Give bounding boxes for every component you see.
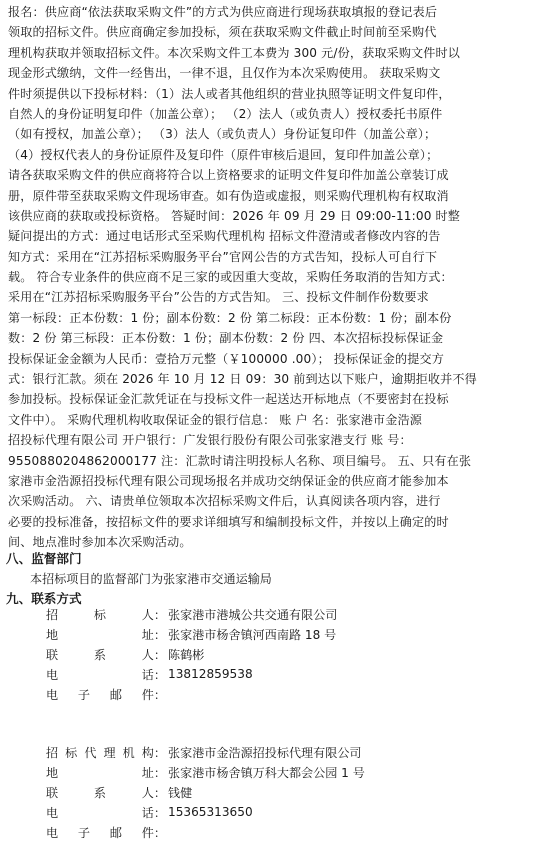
body-line: 件时须提供以下投标材料：（1）法人或者其他组织的营业执照等证明文件复印件， xyxy=(8,86,451,101)
procurement-notice-body xyxy=(8,2,546,553)
agency-phone-value: 15365313650 xyxy=(168,805,253,819)
body-line: 知方式：采用在“江苏招标采购服务平台”官网公告的方式告知，投标人可自行下 xyxy=(8,249,438,264)
agency-address-value: 张家港市杨舍镇万科大都会公园 1 号 xyxy=(168,765,365,780)
tenderer-phone-label: 电 话： xyxy=(46,667,166,682)
agency-name-label: 招 标 代 理 机 构： xyxy=(46,745,166,760)
body-line: 招投标代理有限公司 开户银行：广发银行股份有限公司张家港支行 账 号： xyxy=(8,433,412,448)
body-line: 第一标段：正本份数：1 份；副本份数：2 份 第二标段：正本份数：1 份；副本份 xyxy=(8,310,452,325)
supervision-text: 本招标项目的监督部门为张家港市交通运输局 xyxy=(30,572,272,586)
body-line: 报名：供应商“依法获取采购文件”的方式为供应商进行现场获取填报的登记表后 xyxy=(8,5,438,19)
body-line: 参加投标。投标保证金汇款凭证在与投标文件一起送达开标地点（不要密封在投标 xyxy=(8,392,449,407)
section-9-heading: 九、联系方式 xyxy=(6,591,82,606)
agency-name-value: 张家港市金浩源招投标代理有限公司 xyxy=(168,745,362,760)
body-line: 9550880204862000177 注：汇款时请注明投标人名称、项目编号。 五、只有在张 xyxy=(8,453,472,468)
tenderer-phone-value: 13812859538 xyxy=(168,667,253,681)
body-line: 必要的投标准备，按招标文件的要求详细填写和编制投标文件，并按以上确定的时 xyxy=(8,514,449,529)
agency-address-label: 地 址： xyxy=(46,765,166,780)
tenderer-contact-label: 联 系 人： xyxy=(46,647,166,662)
tenderer-name-value: 张家港市港城公共交通有限公司 xyxy=(168,607,338,622)
tenderer-address-value: 张家港市杨舍镇河西南路 18 号 xyxy=(168,627,337,642)
body-line: 请各获取采购文件的供应商将符合以上资格要求的证明文件复印件加盖公章装订成 xyxy=(8,168,449,183)
tenderer-contact-value: 陈鹤彬 xyxy=(168,647,205,662)
body-line: 投标保证金金额为人民币：壹拾万元整（￥100000 .00）； 投标保证金的提交方 xyxy=(8,351,445,366)
section-8-heading: 八、监督部门 xyxy=(6,551,82,566)
tenderer-phone-row xyxy=(46,664,253,684)
body-line: 式：银行汇款。须在 2026 年 10 月 12 日 09：30 前到达以下账户，逾期拒收并不得 xyxy=(8,372,477,387)
body-line: 该供应商的获取或投标资格。 答疑时间：2026 年 09 月 29 日 09:00-11:00 时整 xyxy=(8,208,461,223)
body-line: 理机构获取并领取招标文件。本次采购文件工本费为 300 元/份，获取采购文件时以 xyxy=(8,45,461,60)
body-line: （如有授权，加盖公章）； （3）法人（或负责人）身份证复印件（加盖公章）； xyxy=(8,127,437,142)
tenderer-contact-row xyxy=(46,644,204,664)
body-line: 领取的招标文件。供应商确定参加投标，须在获取采购文件截止时间前至采购代 xyxy=(8,25,437,40)
body-line: 数：2 份 第三标段：正本份数：1 份；副本份数：2 份 四、本次招标投标保证金 xyxy=(8,331,444,346)
tenderer-name-row xyxy=(46,604,337,624)
tenderer-address-label: 地 址： xyxy=(46,627,166,642)
agency-phone-label: 电 话： xyxy=(46,805,166,820)
agency-contact-value: 钱健 xyxy=(168,785,193,800)
agency-contact-row xyxy=(46,782,192,802)
body-line: 文件中）。 采购代理机构收取保证金的银行信息： 账 户 名：张家港市金浩源 xyxy=(8,412,422,427)
tenderer-name-label: 招 标 人： xyxy=(46,607,166,622)
body-line: 现金形式缴纳，文件一经售出，一律不退，且仅作为本次采购使用。 获取采购文 xyxy=(8,66,441,81)
agency-email-label: 电 子 邮 件： xyxy=(46,825,166,840)
tenderer-email-label: 电 子 邮 件： xyxy=(46,687,166,702)
body-line: 疑问提出的方式：通过电话形式至采购代理机构 招标文件澄清或者修改内容的告 xyxy=(8,229,441,244)
agency-phone-row xyxy=(46,802,253,822)
body-line: 次采购活动。 六、请贵单位领取本次招标采购文件后，认真阅读各项内容，进行 xyxy=(8,494,441,509)
body-line: （4）授权代表人的身份证原件及复印件（原件审核后退回，复印件加盖公章）； xyxy=(8,147,439,162)
body-line: 载。 符合专业条件的供应商不足三家的或因重大变故，采购任务取消的告知方式： xyxy=(8,270,453,285)
body-line: 家港市金浩源招投标代理有限公司现场报名并成功交纳保证金的供应商才能参加本 xyxy=(8,473,449,488)
agency-email-row xyxy=(46,822,168,842)
agency-contact-label: 联 系 人： xyxy=(46,785,166,800)
agency-name-row xyxy=(46,742,362,762)
tenderer-email-row xyxy=(46,684,168,704)
body-line: 间、地点准时参加本次采购活动。 xyxy=(8,535,192,550)
tenderer-address-row xyxy=(46,624,336,644)
body-line: 自然人的身份证明复印件（加盖公章）； （2）法人（或负责人）授权委托书原件 xyxy=(8,106,443,121)
agency-address-row xyxy=(46,762,365,782)
body-line: 采用在“江苏招标采购服务平台”公告的方式告知。 三、投标文件制作份数要求 xyxy=(8,290,429,305)
body-line: 册，原件带至获取采购文件现场审查。如有伪造或虚报，则采购代理机构有权取消 xyxy=(8,188,449,203)
